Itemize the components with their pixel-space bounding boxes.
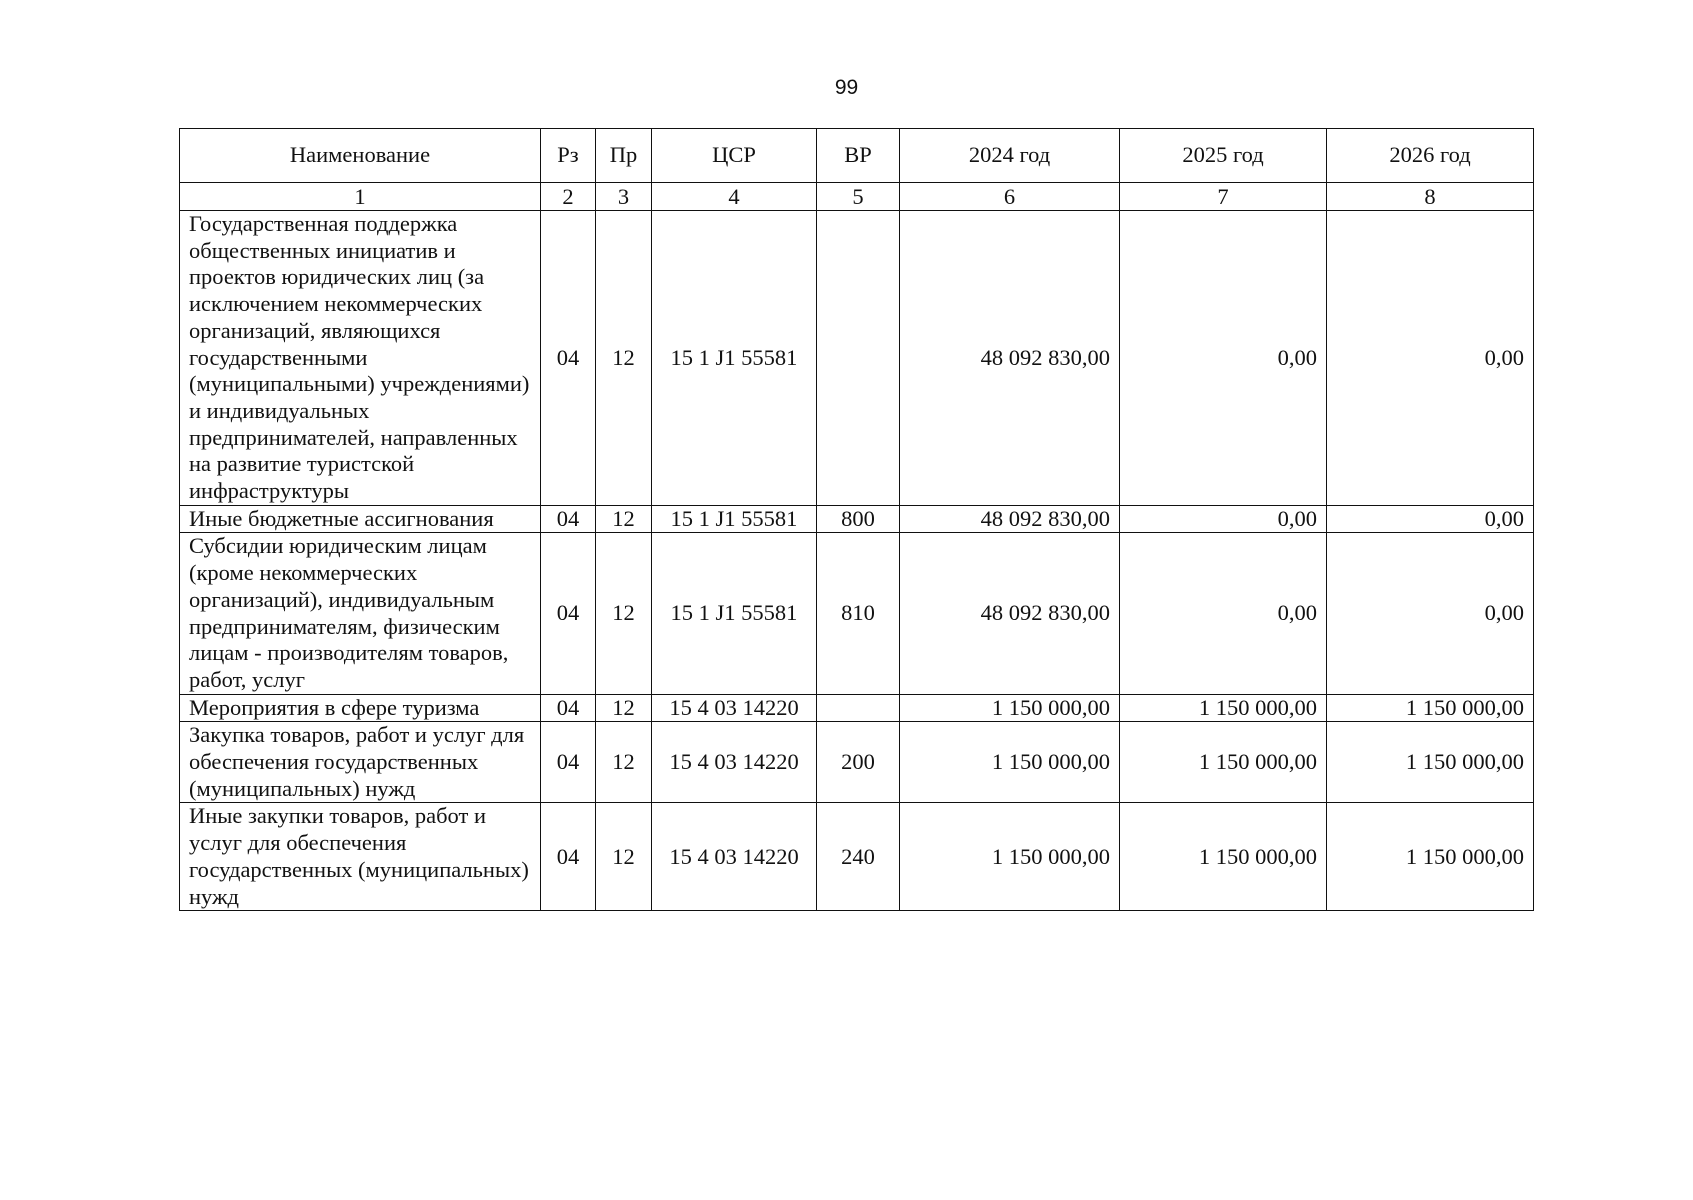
row-amount-2026: 0,00 bbox=[1327, 211, 1534, 506]
header-rz: Рз bbox=[541, 129, 596, 183]
row-vr: 800 bbox=[817, 505, 900, 533]
row-amount-2026: 0,00 bbox=[1327, 505, 1534, 533]
column-number: 4 bbox=[652, 183, 817, 211]
column-number: 8 bbox=[1327, 183, 1534, 211]
row-csr: 15 4 03 14220 bbox=[652, 722, 817, 803]
row-amount-2024: 48 092 830,00 bbox=[900, 505, 1120, 533]
row-amount-2026: 0,00 bbox=[1327, 533, 1534, 694]
budget-table bbox=[179, 128, 1534, 911]
row-amount-2025: 1 150 000,00 bbox=[1120, 803, 1327, 911]
row-rz: 04 bbox=[541, 533, 596, 694]
column-number: 6 bbox=[900, 183, 1120, 211]
row-name: Государственная поддержка общественных инициатив и проектов юридических лиц (за исключением некоммерческих организаций, являющихся государственными (муниципальными) учреждениями) и индивидуальных предпринимателей, направленных на развитие туристской инфраструктуры bbox=[180, 211, 541, 506]
row-name: Закупка товаров, работ и услуг для обеспечения государственных (муниципальных) нужд bbox=[180, 722, 541, 803]
row-rz: 04 bbox=[541, 722, 596, 803]
table-row bbox=[180, 722, 1534, 803]
column-number: 5 bbox=[817, 183, 900, 211]
row-amount-2026: 1 150 000,00 bbox=[1327, 722, 1534, 803]
header-pr: Пр bbox=[596, 129, 652, 183]
row-csr: 15 1 J1 55581 bbox=[652, 211, 817, 506]
row-vr bbox=[817, 694, 900, 722]
row-vr: 810 bbox=[817, 533, 900, 694]
row-amount-2025: 1 150 000,00 bbox=[1120, 722, 1327, 803]
row-vr: 240 bbox=[817, 803, 900, 911]
row-amount-2025: 0,00 bbox=[1120, 533, 1327, 694]
row-pr: 12 bbox=[596, 722, 652, 803]
row-name: Субсидии юридическим лицам (кроме некоммерческих организаций), индивидуальным предпринимателям, физическим лицам - производителям товаров, работ, услуг bbox=[180, 533, 541, 694]
row-amount-2024: 1 150 000,00 bbox=[900, 694, 1120, 722]
header-2025: 2025 год bbox=[1120, 129, 1327, 183]
row-amount-2025: 1 150 000,00 bbox=[1120, 694, 1327, 722]
row-csr: 15 1 J1 55581 bbox=[652, 505, 817, 533]
table-row bbox=[180, 533, 1534, 694]
row-csr: 15 1 J1 55581 bbox=[652, 533, 817, 694]
row-pr: 12 bbox=[596, 694, 652, 722]
row-rz: 04 bbox=[541, 694, 596, 722]
row-amount-2025: 0,00 bbox=[1120, 211, 1327, 506]
column-number: 1 bbox=[180, 183, 541, 211]
row-rz: 04 bbox=[541, 505, 596, 533]
row-name: Иные бюджетные ассигнования bbox=[180, 505, 541, 533]
row-pr: 12 bbox=[596, 533, 652, 694]
row-rz: 04 bbox=[541, 803, 596, 911]
row-vr bbox=[817, 211, 900, 506]
header-name: Наименование bbox=[180, 129, 541, 183]
row-csr: 15 4 03 14220 bbox=[652, 803, 817, 911]
column-number: 2 bbox=[541, 183, 596, 211]
row-amount-2026: 1 150 000,00 bbox=[1327, 803, 1534, 911]
row-name: Мероприятия в сфере туризма bbox=[180, 694, 541, 722]
row-amount-2024: 1 150 000,00 bbox=[900, 803, 1120, 911]
row-amount-2026: 1 150 000,00 bbox=[1327, 694, 1534, 722]
row-amount-2024: 48 092 830,00 bbox=[900, 211, 1120, 506]
column-number: 3 bbox=[596, 183, 652, 211]
row-pr: 12 bbox=[596, 211, 652, 506]
row-amount-2024: 48 092 830,00 bbox=[900, 533, 1120, 694]
row-csr: 15 4 03 14220 bbox=[652, 694, 817, 722]
header-row bbox=[180, 129, 1534, 183]
header-2024: 2024 год bbox=[900, 129, 1120, 183]
row-pr: 12 bbox=[596, 803, 652, 911]
row-rz: 04 bbox=[541, 211, 596, 506]
row-vr: 200 bbox=[817, 722, 900, 803]
header-vr: ВР bbox=[817, 129, 900, 183]
page-number: 99 bbox=[834, 76, 859, 99]
header-csr: ЦСР bbox=[652, 129, 817, 183]
table-row bbox=[180, 505, 1534, 533]
column-number: 7 bbox=[1120, 183, 1327, 211]
row-pr: 12 bbox=[596, 505, 652, 533]
table-row bbox=[180, 803, 1534, 911]
table-row bbox=[180, 694, 1534, 722]
table-row bbox=[180, 211, 1534, 506]
row-amount-2025: 0,00 bbox=[1120, 505, 1327, 533]
row-name: Иные закупки товаров, работ и услуг для обеспечения государственных (муниципальных) нужд bbox=[180, 803, 541, 911]
row-amount-2024: 1 150 000,00 bbox=[900, 722, 1120, 803]
column-number-row bbox=[180, 183, 1534, 211]
header-2026: 2026 год bbox=[1327, 129, 1534, 183]
